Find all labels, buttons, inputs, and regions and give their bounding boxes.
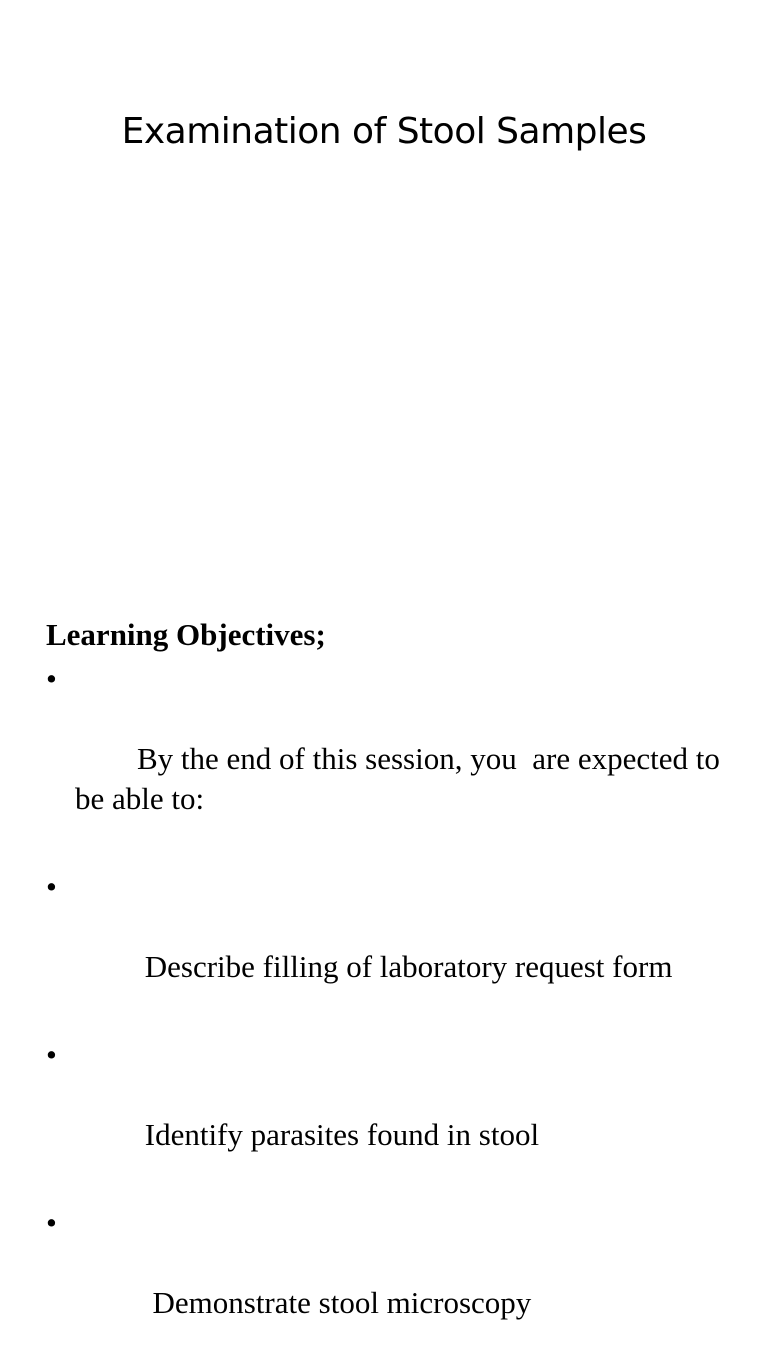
bullet-icon: •: [46, 869, 57, 904]
section-heading: Learning Objectives;: [46, 617, 326, 652]
bullet-text: Demonstrate stool microscopy: [137, 1285, 532, 1320]
bullet-icon: •: [46, 1037, 57, 1072]
list-item: [46, 867, 736, 1027]
bullet-icon: •: [46, 1205, 57, 1240]
bullet-text: By the end of this session, you are expected to be able to:: [75, 741, 728, 816]
bullet-icon: •: [46, 661, 57, 696]
bullet-list: [46, 659, 736, 1363]
list-item: [46, 1035, 736, 1195]
list-item: [46, 1203, 736, 1363]
slide-title: Examination of Stool Samples: [121, 111, 647, 152]
slide-body: [46, 615, 736, 1371]
list-item: [46, 659, 736, 859]
bullet-text: Describe filling of laboratory request form: [137, 949, 673, 984]
bullet-text: Identify parasites found in stool: [137, 1117, 540, 1152]
